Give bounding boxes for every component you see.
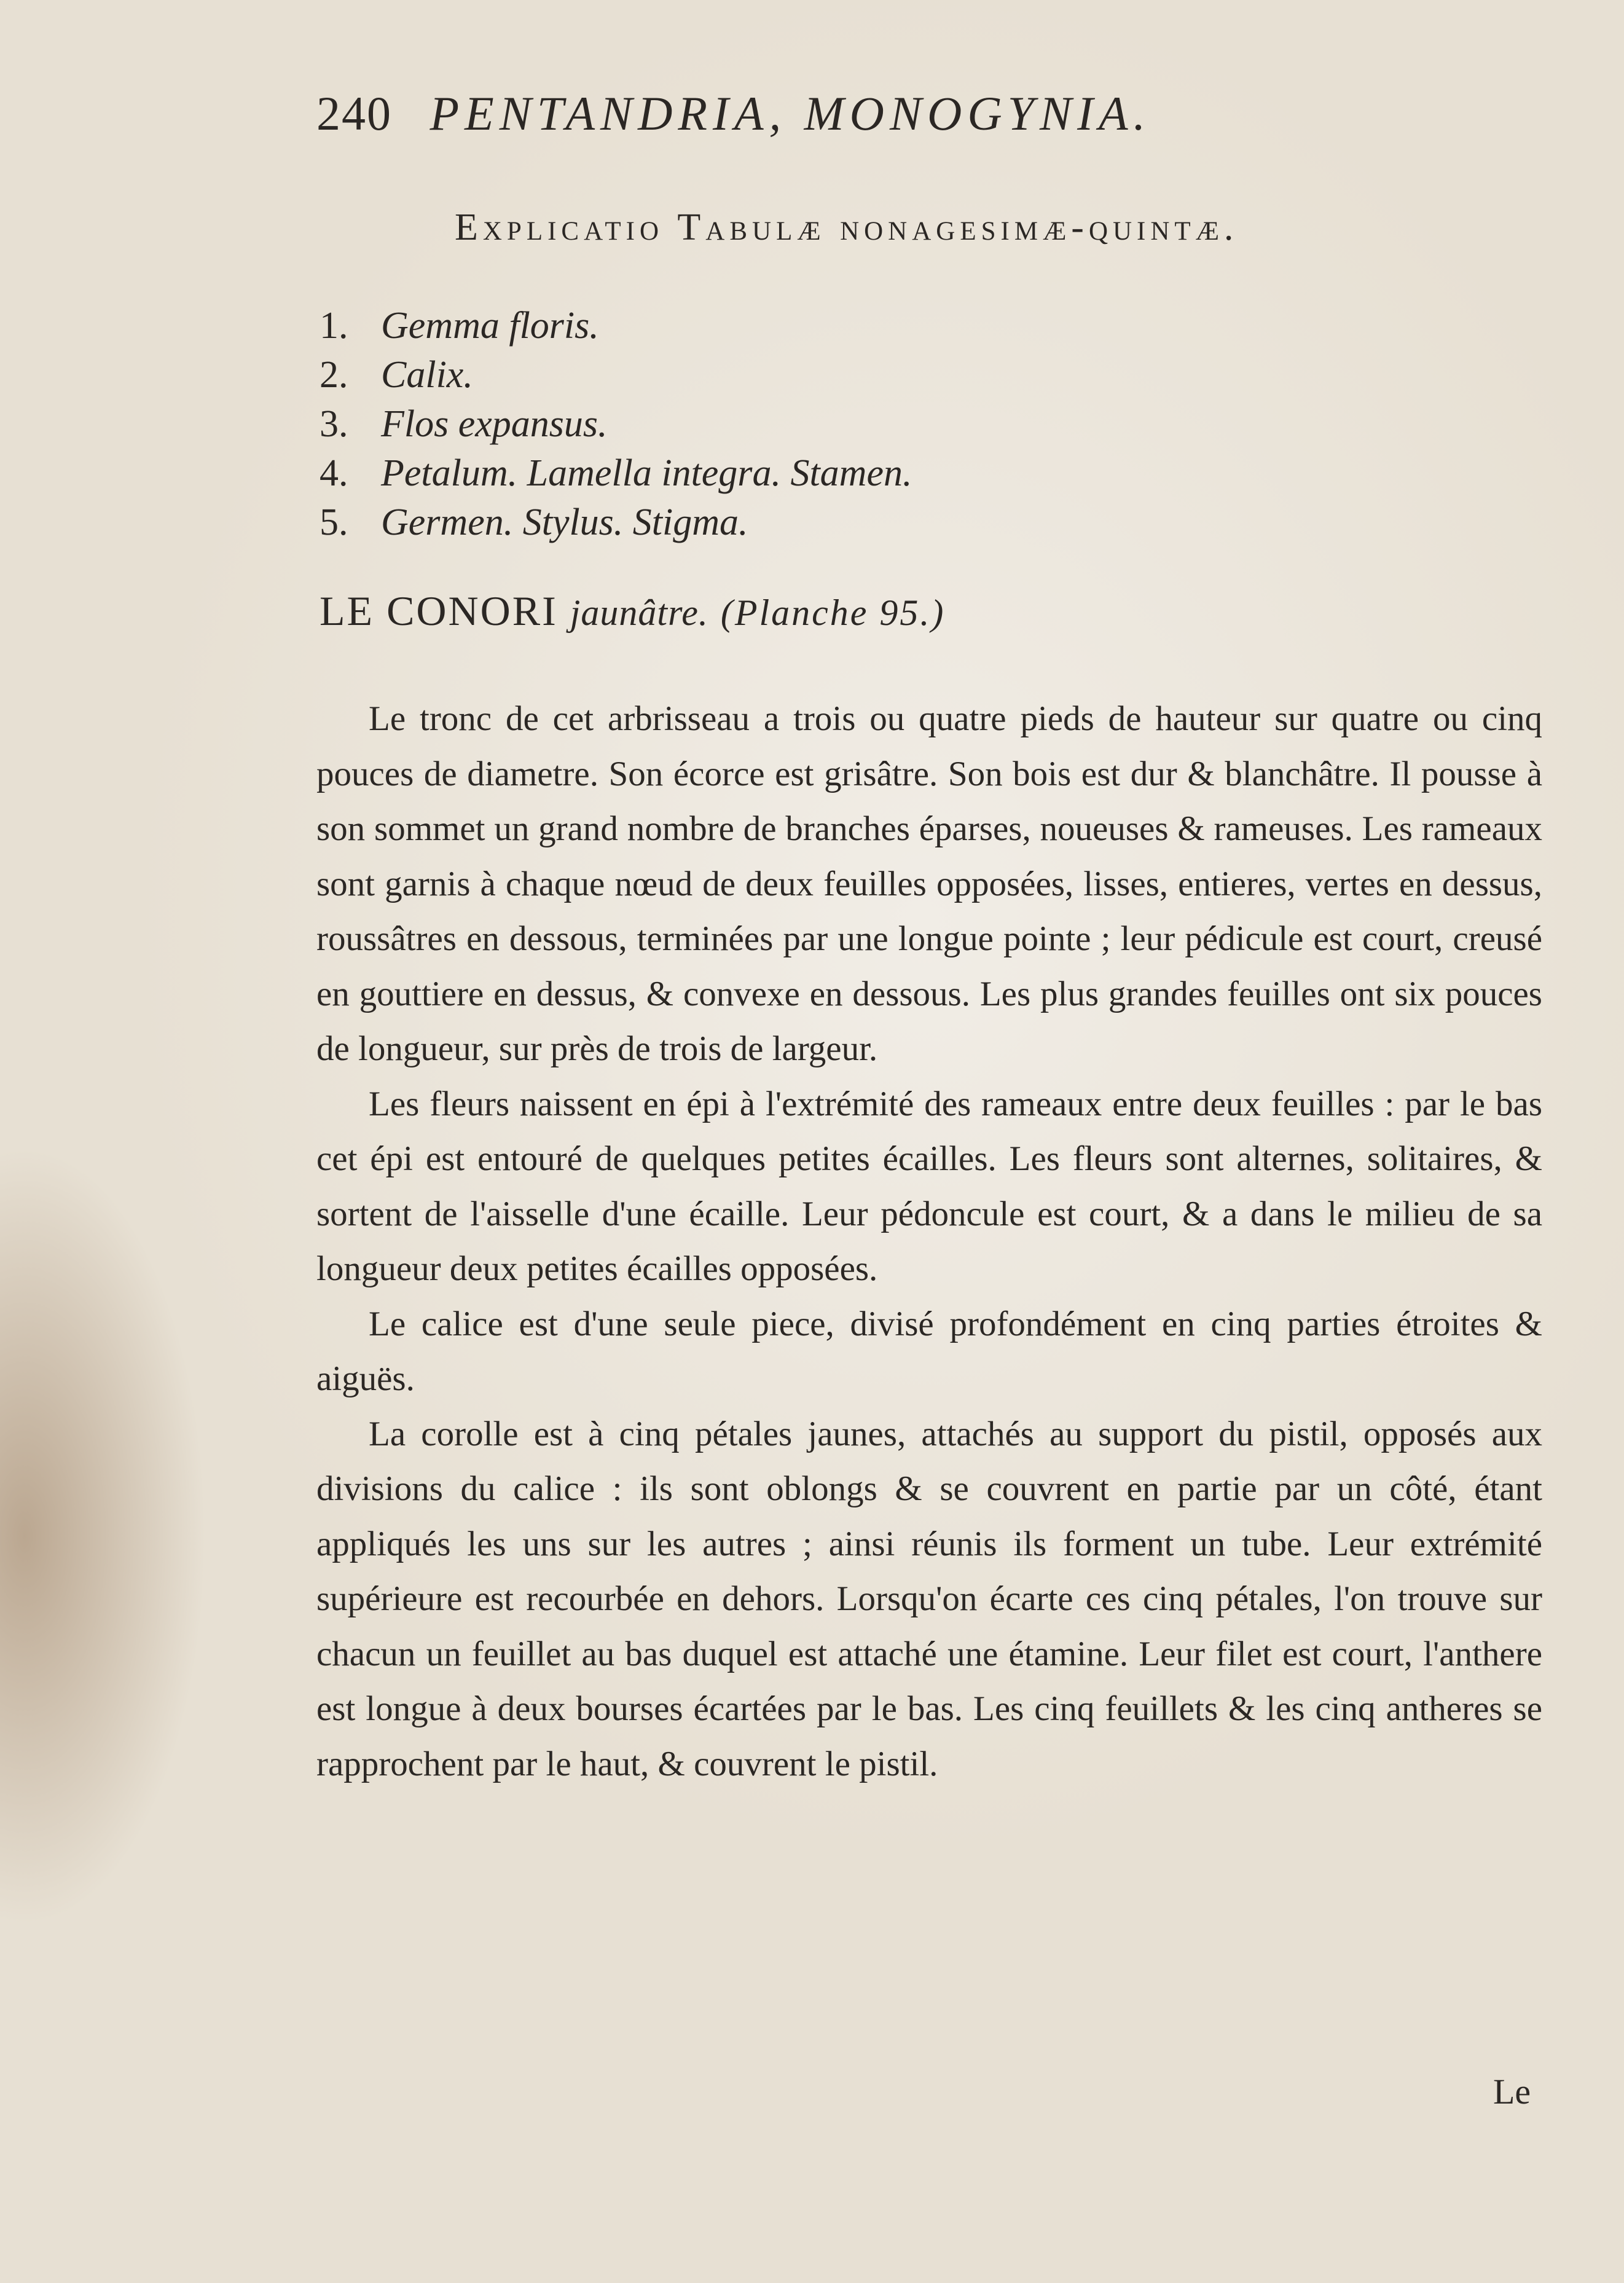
item-number: 2. [320, 354, 348, 396]
item-number: 3. [320, 403, 348, 445]
item-number: 1. [320, 305, 348, 347]
item-text: Petalum. Lamella integra. Stamen. [381, 452, 912, 494]
list-item [320, 498, 912, 547]
catchword: Le [1493, 2072, 1531, 2112]
plate-explanation-list [320, 301, 912, 547]
item-number: 5. [320, 501, 348, 543]
page-number: 240 [316, 87, 392, 140]
list-item [320, 399, 912, 449]
list-item [320, 350, 912, 399]
item-text: Flos expansus. [381, 403, 608, 445]
explicatio-title: Explicatio Tabulæ nonagesimæ-quintæ. [455, 206, 1239, 248]
paragraph: Le calice est d'une seule piece, divisé profondément en cinq parties étroites & aiguës. [316, 1304, 1542, 1398]
paragraph: Le tronc de cet arbrisseau a trois ou quatre pieds de hauteur sur quatre ou cinq pouces de diametre. Son écorce est grisâtre. Son bois est dur & blanchâtre. Il pousse à son sommet un grand nombre de branches éparses, noueuses & rameuses. Les rameaux sont garnis à chaque nœud de deux feuilles opposées, lisses, entieres, vertes en dessus, roussâtres en dessous, terminées par une longue pointe ; leur pédicule est court, creusé en gouttiere en dessus, & convexe en dessous. Les plus grandes feuilles ont six pouces de longueur, sur près de trois de largeur. [316, 699, 1542, 1068]
list-item [320, 301, 912, 350]
paragraph: La corolle est à cinq pétales jaunes, attachés au support du pistil, opposés aux divisions du calice : ils sont oblongs & se couvrent en partie par un côté, étant appliqués les uns sur les autres ; ainsi réunis ils forment un tube. Leur extrémité supérieure est recourbée en dehors. Lorsqu'on écarte ces cinq pétales, l'on trouve sur chacun un feuillet au bas duquel est attaché une étamine. Leur filet est court, l'anthere est longue à deux bourses écartées par le bas. Les cinq feuillets & les cinq antheres se rapprochent par le haut, & couvrent le pistil. [316, 1414, 1542, 1783]
paragraph: Les fleurs naissent en épi à l'extrémité des rameaux entre deux feuilles : par le bas cet épi est entouré de quelques petites écailles. Les fleurs sont alternes, solitaires, & sortent de l'aisselle d'une écaille. Leur pédoncule est court, & a dans le milieu de sa longueur deux petites écailles opposées. [316, 1084, 1542, 1288]
species-heading [320, 587, 945, 635]
species-name: LE CONORI [320, 587, 558, 634]
plate-reference: (Planche 95.) [720, 592, 946, 633]
page-header [316, 86, 1151, 141]
list-item [320, 449, 912, 498]
item-text: Gemma floris. [381, 305, 599, 347]
item-text: Germen. Stylus. Stigma. [381, 501, 748, 543]
item-text: Calix. [381, 354, 473, 396]
body-text [316, 691, 1542, 1791]
species-epithet: jaunâtre. [570, 592, 708, 633]
running-title: PENTANDRIA, MONOGYNIA. [430, 87, 1151, 140]
item-number: 4. [320, 452, 348, 494]
